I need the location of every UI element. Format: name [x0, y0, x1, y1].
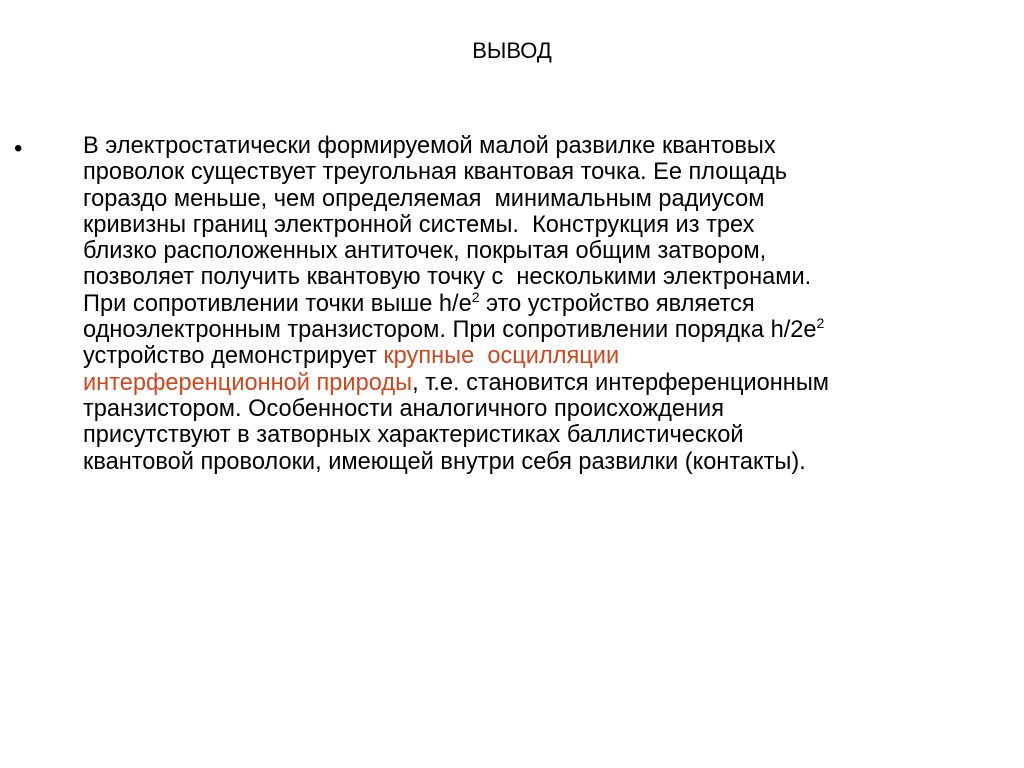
- text-line: [83, 343, 1003, 369]
- superscript: 2: [816, 315, 825, 332]
- highlighted-text: интерференционной природы: [83, 369, 413, 396]
- text-line: [83, 370, 1003, 396]
- text-line: проволок существует треугольная квантовая точка. Ее площадь: [83, 159, 788, 186]
- text-line: квантовой проволоки, имеющей внутри себя развилки (контакты).: [83, 448, 806, 475]
- highlighted-text: крупные осцилляции: [383, 343, 620, 370]
- slide-title: ВЫВОД: [472, 38, 552, 63]
- superscript: 2: [471, 288, 480, 305]
- text-line: В электростатически формируемой малой развилке квантовых: [83, 133, 776, 159]
- text-line: гораздо меньше, чем определяемая минимальным радиусом: [83, 185, 765, 212]
- bullet-marker: •: [14, 135, 23, 162]
- text-segment: это устройство является: [479, 290, 755, 317]
- bullet-text: [83, 133, 1003, 475]
- text-line: транзистором. Особенности аналогичного происхождения: [83, 395, 724, 422]
- text-line: [83, 288, 1003, 317]
- text-line: близко расположенных антиточек, покрытая общим затвором,: [83, 238, 767, 265]
- text-line: позволяет получить квантовую точку с несколькими электронами.: [83, 264, 812, 291]
- text-segment: одноэлектронным транзистором. При сопротивлении порядка h/2e: [83, 317, 817, 344]
- text-line: присутствуют в затворных характеристиках баллистической: [83, 422, 744, 449]
- text-segment: устройство демонстрирует: [83, 343, 384, 370]
- text-segment: При сопротивлении точки выше h/e: [83, 290, 472, 317]
- text-line: [83, 317, 1003, 343]
- text-line: кривизны границ электронной системы. Конструкция из трех: [83, 211, 755, 238]
- text-segment: , т.е. становится интерференционным: [412, 369, 829, 396]
